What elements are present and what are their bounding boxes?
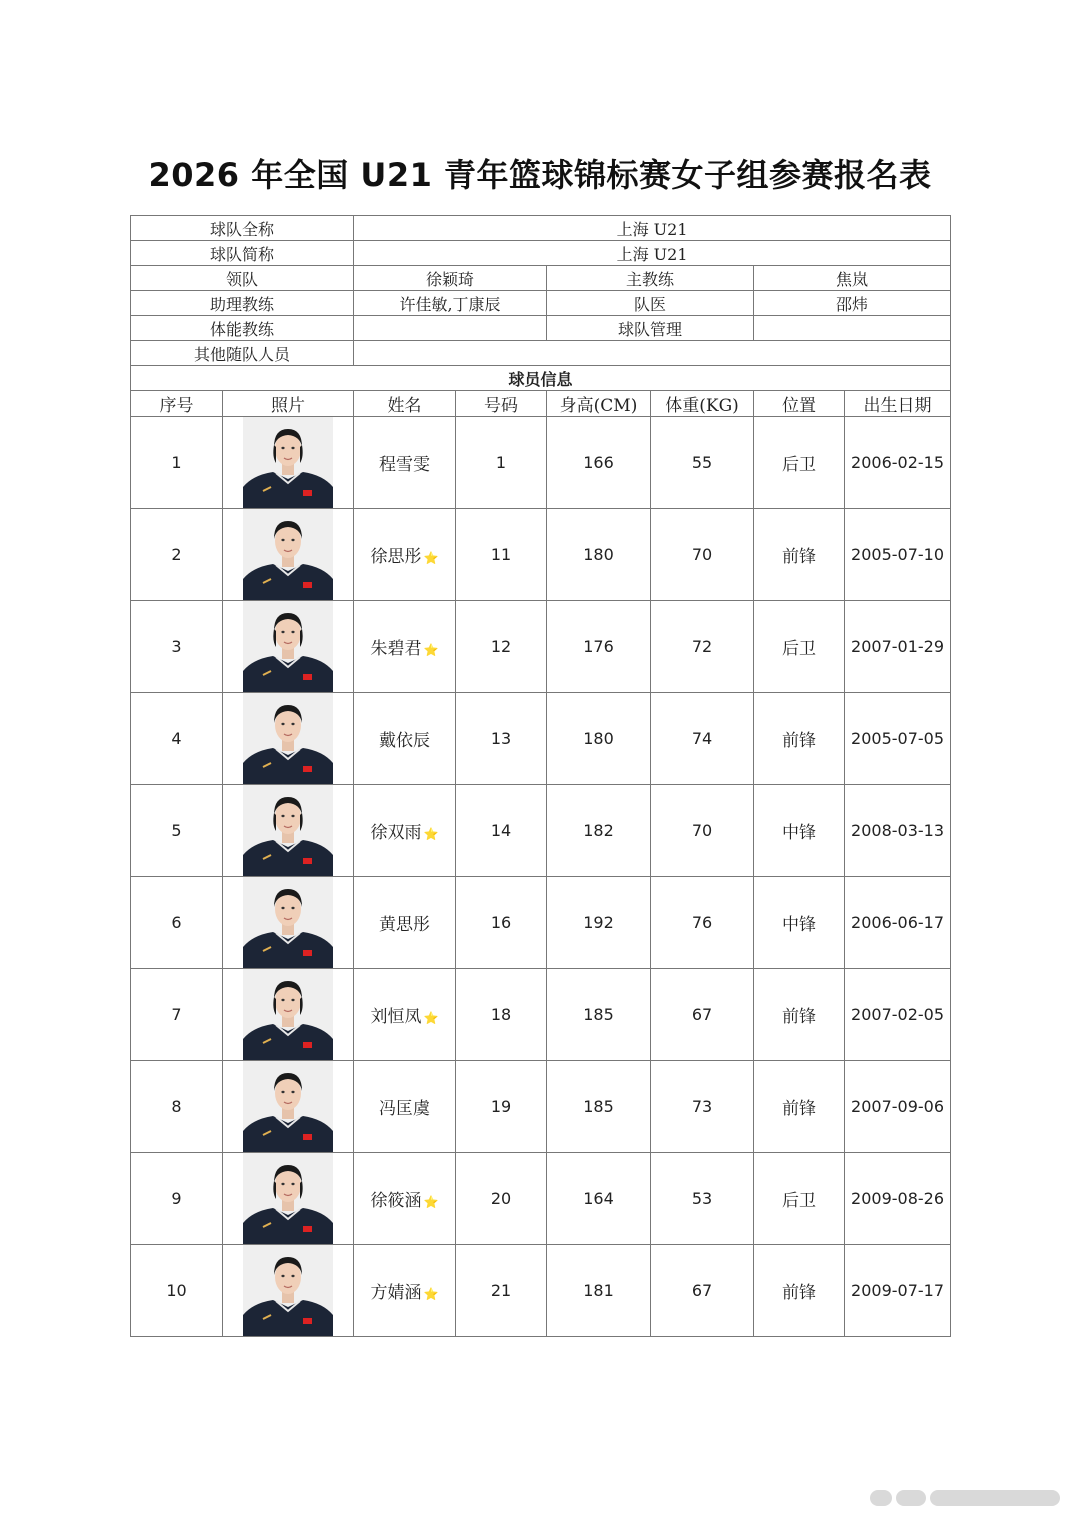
player-number: 1 <box>456 417 547 509</box>
player-position: 中锋 <box>754 877 845 969</box>
player-height: 182 <box>547 785 651 877</box>
player-photo <box>243 1153 333 1244</box>
player-position: 中锋 <box>754 785 845 877</box>
section-title: 球员信息 <box>131 366 951 391</box>
star-icon: ⭐ <box>423 1011 439 1025</box>
player-number: 16 <box>456 877 547 969</box>
player-weight: 76 <box>651 877 754 969</box>
player-index: 1 <box>131 417 223 509</box>
label-cell: 球队全称 <box>131 216 354 241</box>
player-index: 2 <box>131 509 223 601</box>
player-birth-date: 2007-09-06 <box>845 1061 951 1153</box>
player-name-cell <box>354 693 456 785</box>
player-photo-cell <box>223 693 354 785</box>
player-number: 11 <box>456 509 547 601</box>
player-height: 181 <box>547 1245 651 1337</box>
star-icon: ⭐ <box>423 1195 439 1209</box>
player-photo <box>243 417 333 508</box>
label-cell: 领队 <box>131 266 354 291</box>
player-name: 黄思彤 <box>379 915 431 935</box>
label-cell: 队医 <box>547 291 754 316</box>
label-cell: 体能教练 <box>131 316 354 341</box>
label-cell: 其他随队人员 <box>131 341 354 366</box>
assistant-row <box>131 291 951 316</box>
player-height: 185 <box>547 969 651 1061</box>
player-name-cell <box>354 1153 456 1245</box>
page-title: 2026 年全国 U21 青年篮球锦标赛女子组参赛报名表 <box>148 156 932 194</box>
player-photo-cell <box>223 785 354 877</box>
table-row <box>131 417 951 509</box>
player-index: 6 <box>131 877 223 969</box>
player-photo <box>243 1245 333 1336</box>
player-position: 后卫 <box>754 601 845 693</box>
player-name-cell <box>354 969 456 1061</box>
player-birth-date: 2005-07-10 <box>845 509 951 601</box>
player-position: 后卫 <box>754 1153 845 1245</box>
player-name-cell <box>354 1061 456 1153</box>
label-cell: 球队简称 <box>131 241 354 266</box>
player-birth-date: 2007-01-29 <box>845 601 951 693</box>
player-position: 后卫 <box>754 417 845 509</box>
label-cell: 球队管理 <box>547 316 754 341</box>
player-photo-cell <box>223 509 354 601</box>
player-index: 5 <box>131 785 223 877</box>
label-cell: 主教练 <box>547 266 754 291</box>
player-birth-date: 2005-07-05 <box>845 693 951 785</box>
team-short-name-row <box>131 241 951 266</box>
player-birth-date: 2007-02-05 <box>845 969 951 1061</box>
player-height: 185 <box>547 1061 651 1153</box>
player-height: 180 <box>547 509 651 601</box>
player-index: 10 <box>131 1245 223 1337</box>
column-header: 体重(KG) <box>651 391 754 417</box>
player-weight: 53 <box>651 1153 754 1245</box>
team-doctor: 邵炜 <box>754 291 951 316</box>
table-row <box>131 1153 951 1245</box>
player-position: 前锋 <box>754 969 845 1061</box>
player-height: 180 <box>547 693 651 785</box>
player-birth-date: 2009-07-17 <box>845 1245 951 1337</box>
team-full-name-row <box>131 216 951 241</box>
player-position: 前锋 <box>754 509 845 601</box>
player-photo <box>243 509 333 600</box>
table-row <box>131 693 951 785</box>
player-number: 20 <box>456 1153 547 1245</box>
player-weight: 67 <box>651 1245 754 1337</box>
star-icon: ⭐ <box>423 827 439 841</box>
head-coach: 焦岚 <box>754 266 951 291</box>
player-name-cell <box>354 417 456 509</box>
player-weight: 74 <box>651 693 754 785</box>
player-index: 9 <box>131 1153 223 1245</box>
star-icon: ⭐ <box>423 1287 439 1301</box>
table-row <box>131 509 951 601</box>
player-weight: 67 <box>651 969 754 1061</box>
player-birth-date: 2006-06-17 <box>845 877 951 969</box>
column-header: 序号 <box>131 391 223 417</box>
player-photo <box>243 785 333 876</box>
player-name-cell <box>354 601 456 693</box>
player-photo-cell <box>223 969 354 1061</box>
others-row <box>131 341 951 366</box>
player-name: 徐双雨 <box>370 823 422 843</box>
player-name: 徐筱涵 <box>370 1191 422 1211</box>
table-row <box>131 1245 951 1337</box>
column-header-row <box>131 391 951 417</box>
player-height: 166 <box>547 417 651 509</box>
player-photo-cell <box>223 1245 354 1337</box>
player-weight: 73 <box>651 1061 754 1153</box>
team-leader: 徐颖琦 <box>354 266 547 291</box>
player-index: 7 <box>131 969 223 1061</box>
player-number: 14 <box>456 785 547 877</box>
column-header: 出生日期 <box>845 391 951 417</box>
player-weight: 70 <box>651 509 754 601</box>
player-height: 164 <box>547 1153 651 1245</box>
player-name: 刘恒凤 <box>370 1007 422 1027</box>
assistant-coach: 许佳敏,丁康辰 <box>354 291 547 316</box>
player-position: 前锋 <box>754 1245 845 1337</box>
player-photo <box>243 1061 333 1152</box>
section-header-row <box>131 366 951 391</box>
player-index: 4 <box>131 693 223 785</box>
player-birth-date: 2006-02-15 <box>845 417 951 509</box>
player-number: 19 <box>456 1061 547 1153</box>
player-photo-cell <box>223 1061 354 1153</box>
table-row <box>131 601 951 693</box>
player-name: 戴依辰 <box>379 731 431 751</box>
table-row <box>131 785 951 877</box>
player-name: 冯匡虞 <box>379 1099 431 1119</box>
player-name-cell <box>354 785 456 877</box>
player-height: 192 <box>547 877 651 969</box>
player-number: 18 <box>456 969 547 1061</box>
player-number: 21 <box>456 1245 547 1337</box>
player-position: 前锋 <box>754 693 845 785</box>
column-header: 身高(CM) <box>547 391 651 417</box>
player-weight: 55 <box>651 417 754 509</box>
player-name: 朱碧君 <box>370 639 422 659</box>
player-birth-date: 2009-08-26 <box>845 1153 951 1245</box>
label-cell: 助理教练 <box>131 291 354 316</box>
table-row <box>131 1061 951 1153</box>
player-photo-cell <box>223 417 354 509</box>
table-row <box>131 877 951 969</box>
star-icon: ⭐ <box>423 551 439 565</box>
leader-row <box>131 266 951 291</box>
player-photo <box>243 969 333 1060</box>
team-manager <box>754 316 951 341</box>
player-photo <box>243 693 333 784</box>
player-weight: 70 <box>651 785 754 877</box>
player-name-cell <box>354 1245 456 1337</box>
player-name-cell <box>354 877 456 969</box>
player-photo-cell <box>223 1153 354 1245</box>
player-height: 176 <box>547 601 651 693</box>
column-header: 姓名 <box>354 391 456 417</box>
player-position: 前锋 <box>754 1061 845 1153</box>
player-weight: 72 <box>651 601 754 693</box>
player-birth-date: 2008-03-13 <box>845 785 951 877</box>
other-staff <box>354 341 951 366</box>
player-number: 13 <box>456 693 547 785</box>
column-header: 照片 <box>223 391 354 417</box>
player-name: 程雪雯 <box>379 455 431 475</box>
table-row <box>131 969 951 1061</box>
team-short-name: 上海 U21 <box>354 241 951 266</box>
fitness-coach <box>354 316 547 341</box>
player-name-cell <box>354 509 456 601</box>
fitness-row <box>131 316 951 341</box>
registration-table <box>130 215 951 1337</box>
column-header: 号码 <box>456 391 547 417</box>
player-name: 方婧涵 <box>370 1283 422 1303</box>
player-index: 3 <box>131 601 223 693</box>
player-photo-cell <box>223 601 354 693</box>
player-index: 8 <box>131 1061 223 1153</box>
player-photo-cell <box>223 877 354 969</box>
player-photo <box>243 877 333 968</box>
player-name: 徐思彤 <box>370 547 422 567</box>
player-photo <box>243 601 333 692</box>
column-header: 位置 <box>754 391 845 417</box>
star-icon: ⭐ <box>423 643 439 657</box>
team-full-name: 上海 U21 <box>354 216 951 241</box>
player-number: 12 <box>456 601 547 693</box>
watermark <box>870 1486 1060 1510</box>
